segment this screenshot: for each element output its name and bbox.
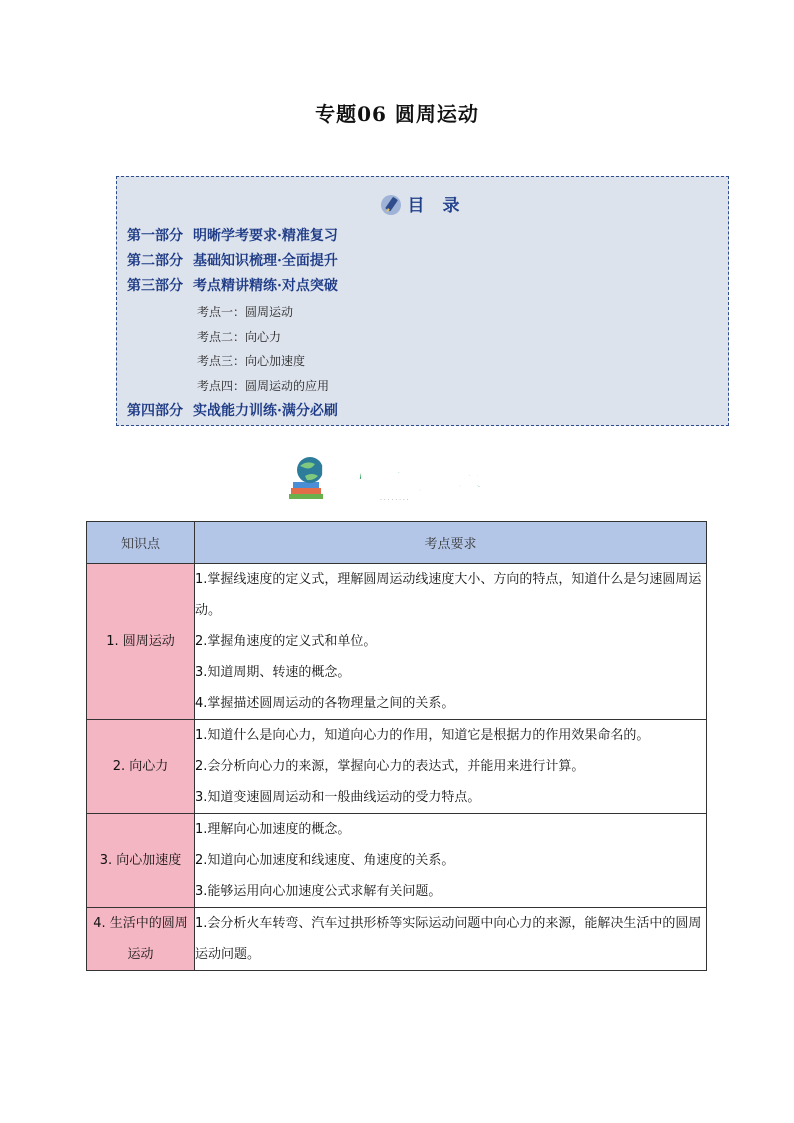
requirement-item: 1.会分析火车转弯、汽车过拱形桥等实际运动问题中向心力的来源，能解决生活中的圆周运动问题。 <box>195 916 702 962</box>
section-banner <box>285 454 530 504</box>
toc-subitem[interactable]: 考点一：圆周运动 <box>197 305 294 319</box>
requirement-item: 2.掌握角速度的定义式和单位。 <box>195 634 377 649</box>
knowledge-point-cell: 3. 向心加速度 <box>87 814 195 908</box>
toc-part-1[interactable]: 第一部分 明晰学考要求·精准复习 <box>127 228 338 244</box>
toc-subitem[interactable]: 考点四：圆周运动的应用 <box>197 379 330 393</box>
requirement-item: 2.会分析向心力的来源，掌握向心力的表达式，并能用来进行计算。 <box>195 759 585 774</box>
requirements-cell <box>195 814 707 908</box>
pencil-icon <box>380 194 402 216</box>
toc-subitem[interactable]: 考点二：向心力 <box>197 330 282 344</box>
table-of-contents <box>116 176 729 426</box>
page-title: 专题06 圆周运动 <box>315 102 479 126</box>
knowledge-point-cell: 1. 圆周运动 <box>87 564 195 720</box>
requirements-cell <box>195 564 707 720</box>
toc-heading <box>117 191 728 216</box>
banner-subtext: · · · · · · · · <box>380 497 409 504</box>
banner-text: 明晰学考要求 <box>321 465 483 496</box>
toc-part-4[interactable]: 第四部分 实战能力训练·满分必刷 <box>127 403 338 419</box>
requirement-item: 1.知道什么是向心力，知道向心力的作用，知道它是根据力的作用效果命名的。 <box>195 728 650 743</box>
toc-part-3[interactable]: 第三部分 考点精讲精练·对点突破 <box>127 278 338 294</box>
toc-heading-text: 目 录 <box>407 196 466 216</box>
requirement-item: 4.掌握描述圆周运动的各物理量之间的关系。 <box>195 696 455 711</box>
requirements-cell <box>195 720 707 814</box>
requirement-item: 3.能够运用向心加速度公式求解有关问题。 <box>195 884 442 899</box>
requirement-item: 2.知道向心加速度和线速度、角速度的关系。 <box>195 853 455 868</box>
header-knowledge-point: 知识点 <box>87 522 195 564</box>
table-row <box>87 720 707 814</box>
toc-subitem[interactable]: 考点三：向心加速度 <box>197 354 306 368</box>
table-header-row <box>87 522 707 564</box>
globe-books-icon <box>289 457 323 499</box>
requirement-item: 3.知道周期、转速的概念。 <box>195 665 351 680</box>
requirements-table <box>86 521 707 971</box>
requirements-cell <box>195 908 707 971</box>
table-row <box>87 814 707 908</box>
toc-part-2[interactable]: 第二部分 基础知识梳理·全面提升 <box>127 253 338 269</box>
requirement-item: 1.理解向心加速度的概念。 <box>195 822 351 837</box>
requirement-item: 3.知道变速圆周运动和一般曲线运动的受力特点。 <box>195 790 481 805</box>
knowledge-point-cell: 4. 生活中的圆周运动 <box>87 908 195 971</box>
table-row <box>87 564 707 720</box>
knowledge-point-cell: 2. 向心力 <box>87 720 195 814</box>
requirement-item: 1.掌握线速度的定义式，理解圆周运动线速度大小、方向的特点，知道什么是匀速圆周运动。 <box>195 572 702 618</box>
header-requirements: 考点要求 <box>195 522 707 564</box>
table-row <box>87 908 707 971</box>
